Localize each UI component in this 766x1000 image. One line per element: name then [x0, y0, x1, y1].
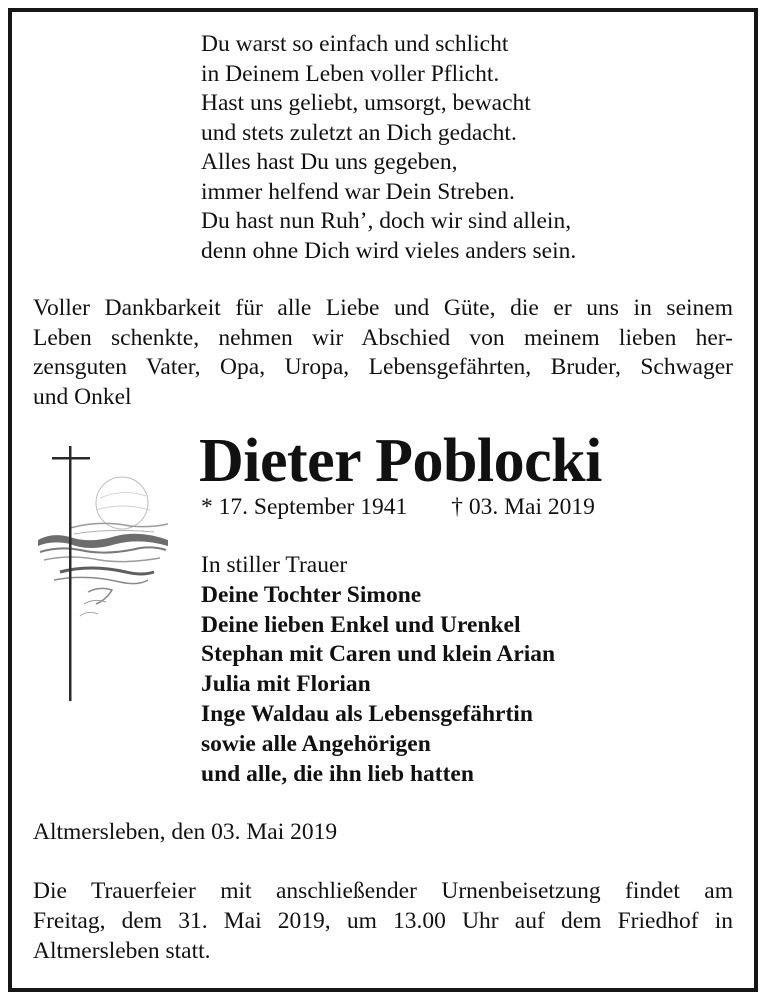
deceased-name: Dieter Poblocki	[199, 427, 602, 495]
cross-with-sunset-landscape-icon	[30, 440, 170, 705]
poem-line: Hast uns geliebt, umsorgt, bewacht	[201, 90, 531, 116]
death-date: † 03. Mai 2019	[451, 494, 595, 520]
mourner-line: Deine Tochter Simone	[201, 581, 422, 608]
funeral-notice	[33, 876, 733, 966]
birth-date: * 17. September 1941	[201, 494, 408, 520]
mourner-line: sowie alle Angehörigen	[201, 730, 431, 757]
poem-line: denn ohne Dich wird vieles anders sein.	[201, 237, 577, 264]
poem-line: in Deinem Leben voller Pflicht.	[201, 60, 500, 87]
notice-line: Altmersleben statt.	[33, 938, 211, 964]
intro-line: zensguten Vater, Opa, Uropa, Lebensgefährten, Bruder, Schwager	[33, 354, 733, 380]
intro-line: Leben schenkte, nehmen wir Abschied von meinem lieben her-	[33, 324, 733, 351]
mourner-line: Julia mit Florian	[201, 671, 371, 698]
poem-line: und stets zuletzt an Dich gedacht.	[201, 119, 517, 146]
poem-line: Du warst so einfach und schlicht	[201, 31, 509, 57]
mourner-line: Stephan mit Caren und klein Arian	[201, 641, 556, 668]
poem-line: Du hast nun Ruh’, doch wir sind allein,	[201, 208, 572, 234]
memorial-poem	[201, 30, 576, 266]
mourner-line: Deine lieben Enkel und Urenkel	[201, 611, 521, 638]
poem-line: Alles hast Du uns gegeben,	[201, 149, 458, 175]
poem-line: immer helfend war Dein Streben.	[201, 178, 515, 205]
mourners-intro: In stiller Trauer	[201, 552, 348, 578]
intro-line: Voller Dankbarkeit für alle Liebe und Güte, die er uns in seinem	[33, 295, 733, 321]
life-dates	[201, 493, 595, 522]
mourner-line: und alle, die ihn lieb hatten	[201, 760, 474, 787]
intro-paragraph	[33, 294, 733, 412]
intro-line: und Onkel	[33, 383, 132, 410]
mourners-block	[201, 551, 555, 789]
notice-line: Die Trauerfeier mit anschließender Urnenbeisetzung findet am	[33, 878, 733, 904]
notice-line: Freitag, dem 31. Mai 2019, um 13.00 Uhr auf dem Friedhof in	[33, 908, 733, 934]
mourner-line: Inge Waldau als Lebensgefährtin	[201, 700, 533, 727]
place-and-date: Altmersleben, den 03. Mai 2019	[33, 819, 338, 845]
